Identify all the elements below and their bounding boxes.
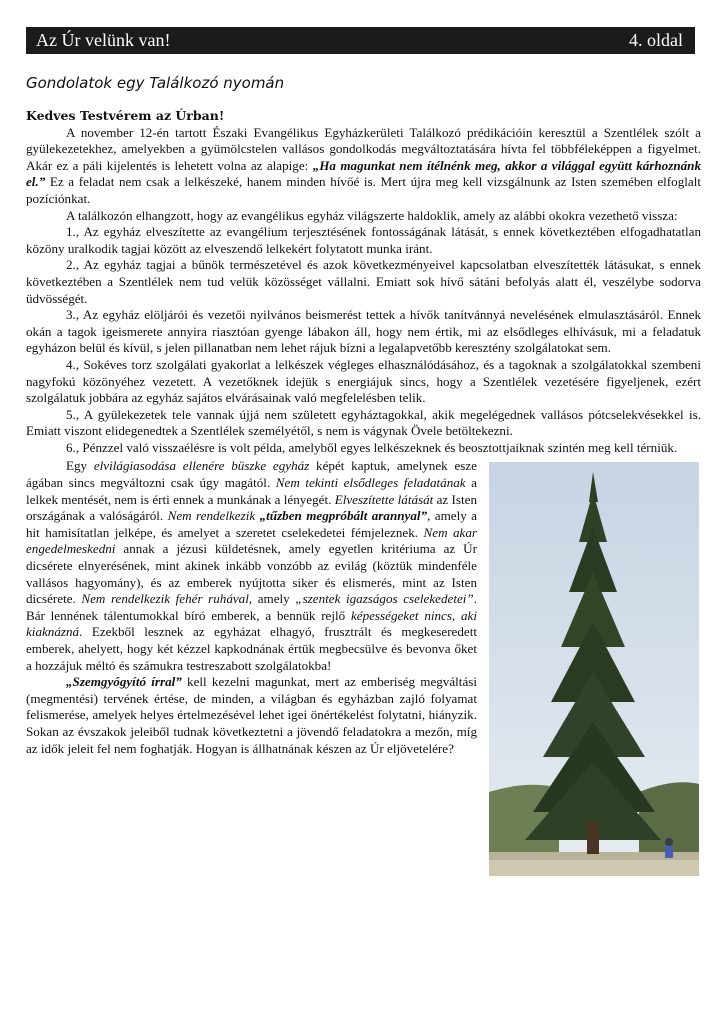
list-item-1: 1., Az egyház elveszítette az evangélium terjesztésének fontosságának látását, s ennek következtében elfogadhatatlan közöny uralkodik tagjai között az elveszendő lelkekért folytatott munka iránt.	[26, 224, 701, 256]
text-span: képét kaptuk, amelynek esze ágában sincs megváltozni csak úgy magától.	[26, 458, 477, 491]
list-item-6: 6., Pénzzel való visszaélésre is volt példa, amelyből egyes lelkészeknek és beosztottjaiknak szintén meg kell térniük.	[66, 439, 678, 455]
text-span: az Isten országának a valóságáról.	[26, 491, 477, 524]
list-item-5: 5., A gyülekezetek tele vannak újjá nem született egyháztagokkal, akik megelégednek vallásos pótcselekvésekkel is. Emiatt viszont elidegenedtek a Szentlélek személyétől, s nem is vágynak Övele betöltekezni.	[26, 406, 701, 439]
italic-span: „szentek igazságos cselekedetei”	[295, 591, 474, 607]
text-span: , amely	[248, 591, 296, 607]
list-item-4: 4., Sokéves torz szolgálati gyakorlat a lelkészek végleges elhasználódásához, és a tagoknak a szolgálatokkal szembeni nagyfokú közönyéhez vezetett. A vezetőknek idejük s energiájuk sincs, hogy a Szentlélek vezetésére figyeljenek, ezért szolgálatuk jobbára az egyház sajátos elvárásainak való megfelelésben telik.	[26, 356, 701, 406]
italic-span: Nem akar engedelmeskedni	[26, 524, 478, 557]
italic-span: Nem rendelkezik	[167, 508, 256, 524]
text-span: Egy	[66, 458, 94, 474]
list-item-2: 2., Az egyház tagjai a bűnök természetével és azok következményeivel kapcsolatban elveszítették látásukat, s ennek következtében a Szentlélek nem tud velük közösséget vállalni. Emiatt sok hívő sátáni befolyás alatt él, veszélybe sodorva üdvösségét.	[26, 257, 701, 306]
article-body	[26, 108, 701, 876]
quote-emphasis: „tűzben megpróbált arannyal”	[255, 508, 428, 524]
italic-span: Nem rendelkezik fehér ruhával	[81, 591, 249, 607]
list-item-3: 3., Az egyház elöljárói és vezetői nyilvános beismerést tettek a hívők tanítvánnyá nevelésének elmulasztásáról. Ennek okán a tagok igeismerete annyira riasztóan gyenge lábakon áll, hogy nem értik, mi az elsődleges elhívásuk, mi a feladatuk egyházon belül és kívül, s jelen pillanatban nem lehet rájuk bízni a legalapvetőbb keresztény szolgálatokat sem.	[26, 307, 701, 356]
text-span: A november 12-én tartott Északi Evangélikus Egyházkerületi Találkozó prédikációin keresztül a Szentlélek szólt a gyülekezetekhez, amelyekben a gyümölcstelen vallásos gondolkodás megváltoztatására hívta fel többféleképpen a figyelmet. Akár ez a páli kijelentés is lehetett volna az alapige:	[26, 124, 701, 173]
text-span: Ez a feladat nem csak a lelkészeké, hanem minden hívőé is. Mert újra meg kell vizsgálnunk az Isten szemében elfoglalt pozíciónkat.	[26, 174, 701, 206]
article-title: Gondolatok egy Találkozó nyomán	[26, 74, 285, 92]
italic-span: Nem tekinti elsődleges feladatának	[275, 475, 466, 491]
italic-span: elvilágiasodása ellenére büszke egyház	[93, 458, 310, 474]
page-number: 4. oldal	[629, 30, 683, 50]
text-span: . Ezekből lesznek az egyházat elhagyó, frusztrált és megkeseredett emberek, ahelyett, hogy két kézzel kapkodnának értük megbecsülve és bevonva őket a hozzájuk méltó és számukra testreszabott szolgálatokba!	[26, 624, 477, 673]
italic-span: Elveszítette látását	[334, 491, 434, 507]
text-span: annak a jézusi küldetésnek, amely egyetlen kritériuma az Úr dicsérete elnyerésének, mint akinek inkább vonzóbb az evilág (köztük mindenféle vallásos hagyomány), és az emberek nyújtotta siker és elismerés, mint az Isten dicsérete.	[26, 541, 477, 607]
text-span: . Bár lennének tálentumokkal bíró emberek, a bennük rejlő	[26, 591, 477, 623]
salutation: Kedves Testvérem az Úrban!	[26, 108, 225, 123]
paragraph-intro	[26, 125, 701, 208]
publication-title: Az Úr velünk van!	[36, 30, 171, 50]
quote-emphasis: „Szemgyógyító írral”	[66, 674, 182, 690]
text-span: , amely a hit hamisítatlan jelképe, és amelyet a szeretet cselekedetei fémjeleznek.	[26, 508, 477, 540]
text-span: a lelkek mentését, nem is érti ennek a munkának a lényegét.	[26, 475, 477, 507]
text-span: kell kezelni magunkat, mert az emberiség megváltási (megmentési) tervének értése, de minden, a világban és egyházban zajló folyamat felismerése, amelyek helyes értelmezésével lehet igei önértékelést folytatni, hiányzik. Sokan az évszakok jeleiből tudnak következtetni a jövendő feladatokra a mezőn, míg az idők jeleit fel nem foghatják. Hogyan is állhatnának készen az Úr eljövetelére?	[26, 674, 477, 756]
redwood-tree-photo	[489, 462, 699, 876]
italic-span: képességeket nincs, aki kiaknázná	[26, 607, 477, 640]
quote-emphasis: „Ha magunkat nem ítélnénk meg, akkor a világgal együtt kárhoznánk el.”	[26, 157, 701, 190]
page-header	[26, 27, 695, 54]
paragraph-causes-intro: A találkozón elhangzott, hogy az evangélikus egyház világszerte haldoklik, amely az alábbi okokra vezethető vissza:	[66, 207, 678, 223]
